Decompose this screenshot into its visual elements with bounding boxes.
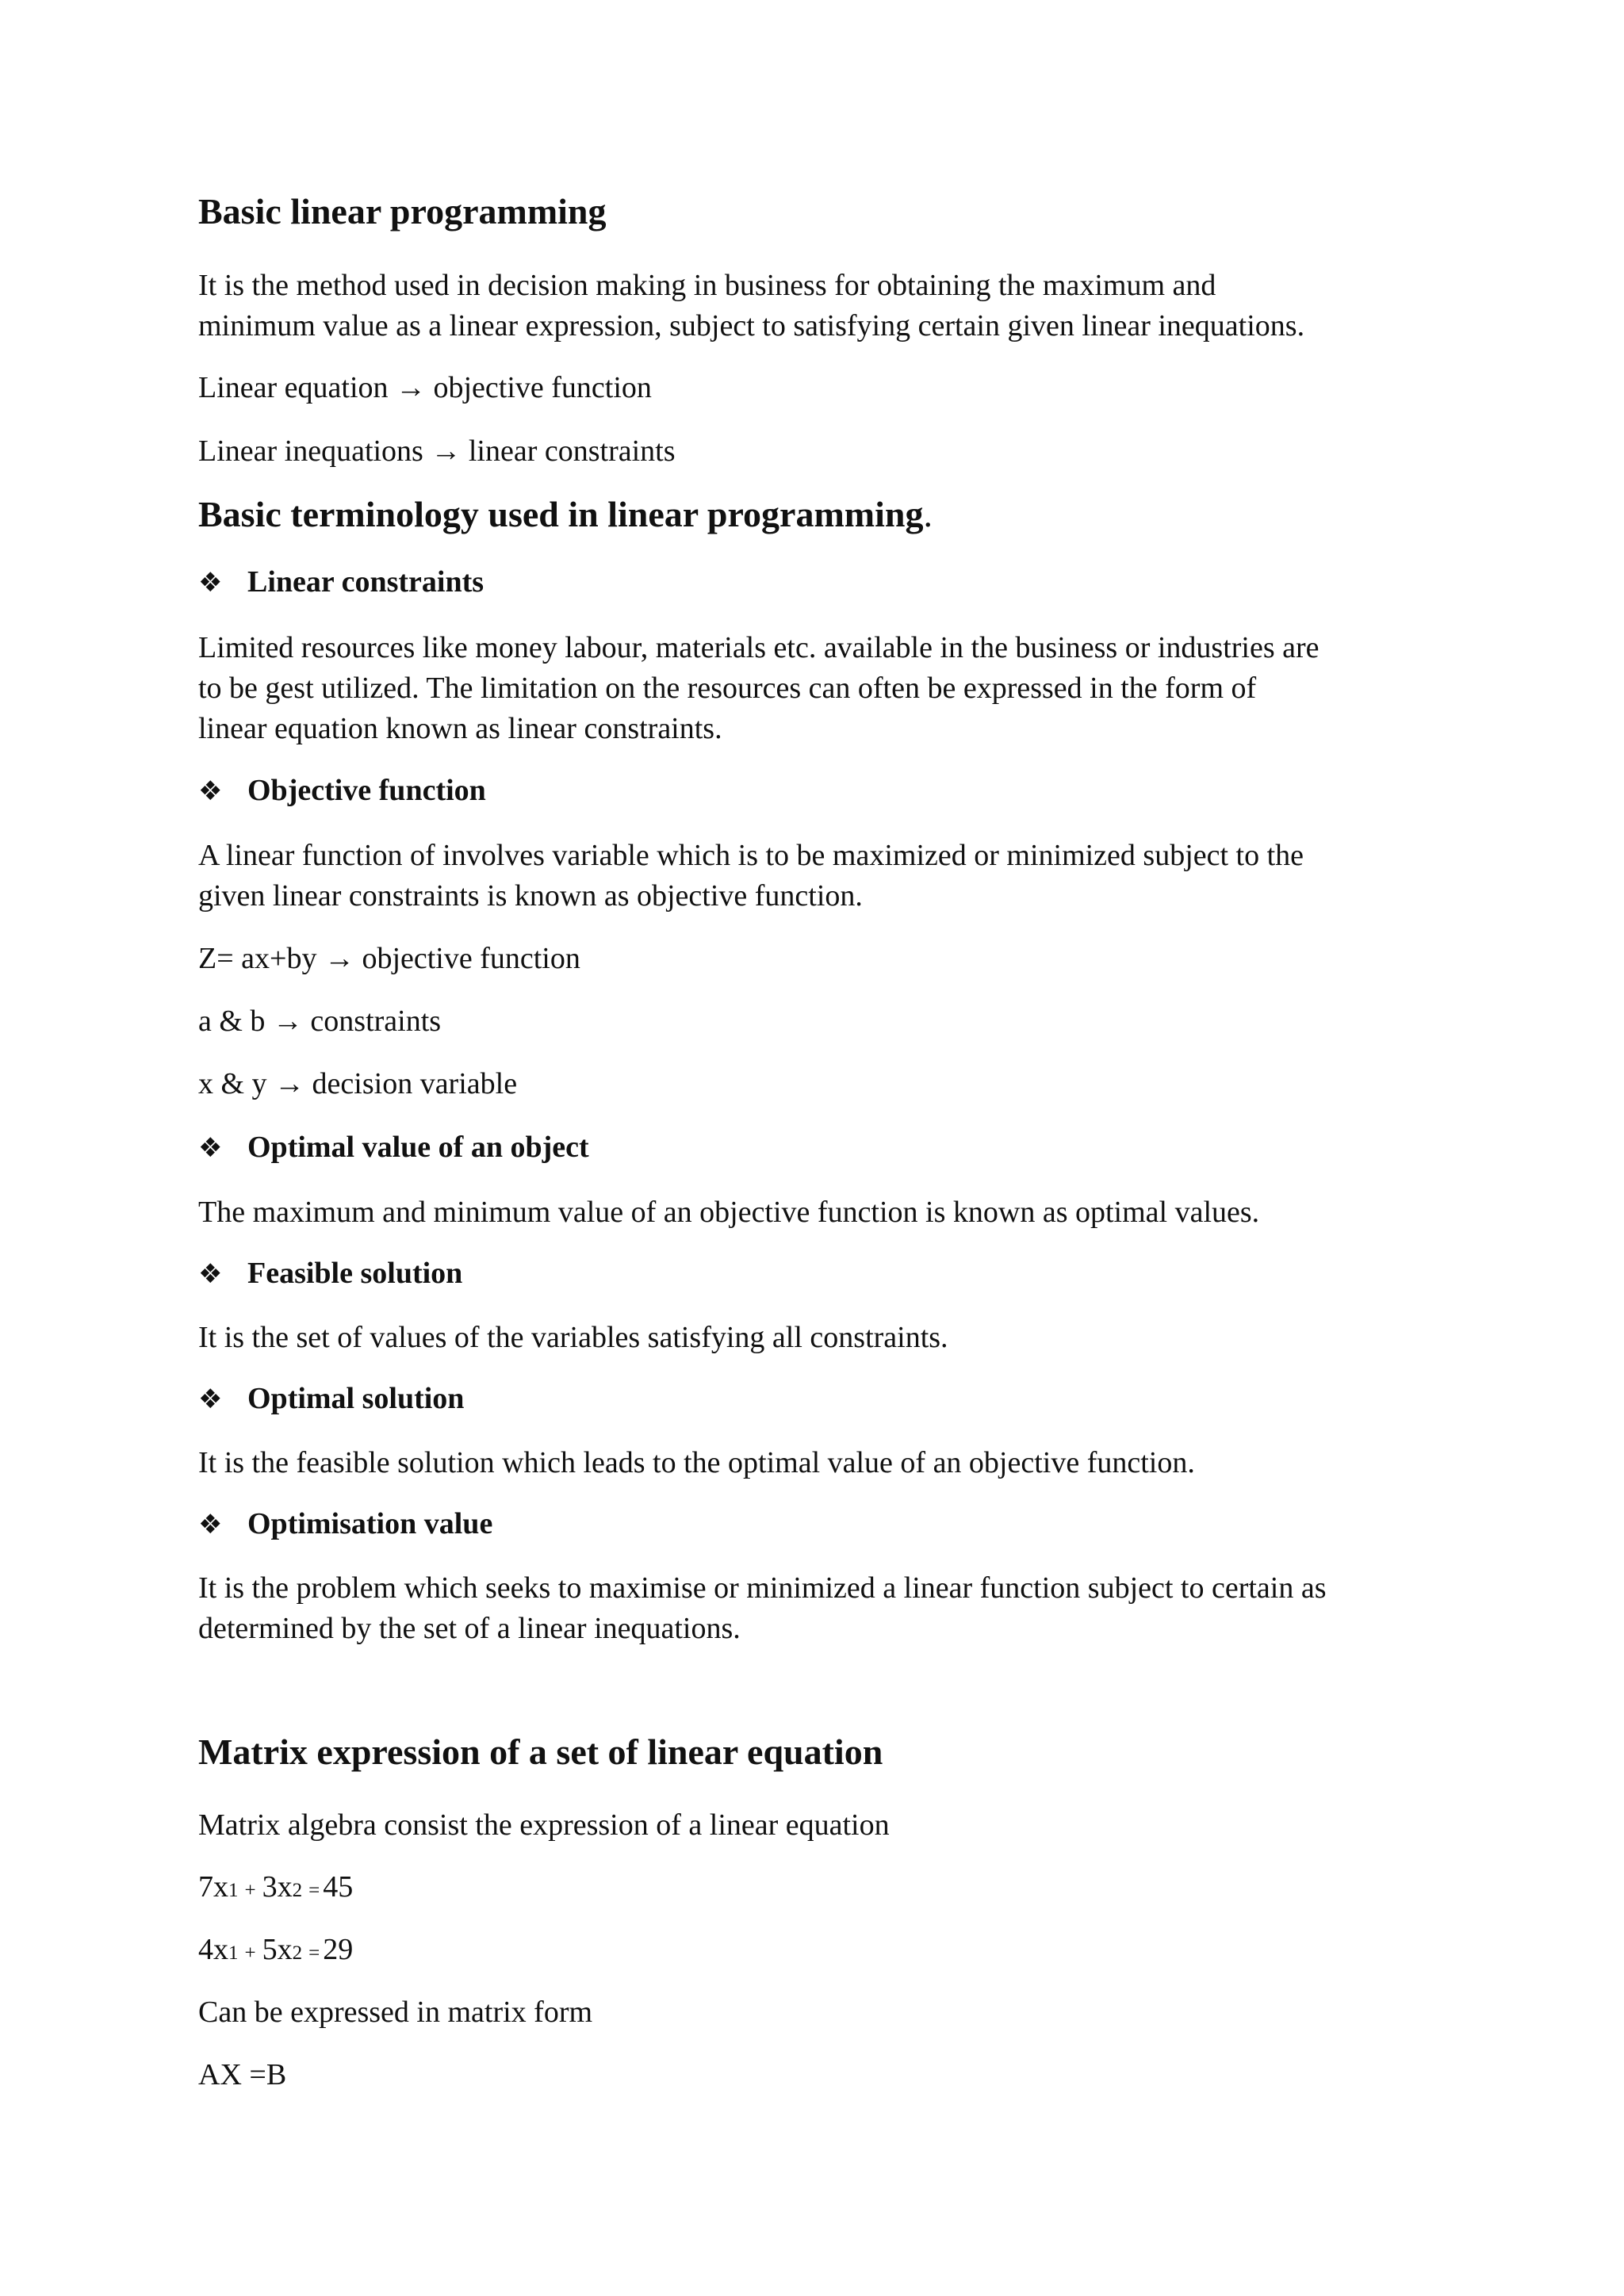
term-line: It is the feasible solution which leads to the optimal value of an objective function. [198, 1446, 1195, 1479]
term-title: Linear constraints [247, 565, 485, 599]
diamond-cross-icon: ❖ [198, 567, 223, 599]
intro-line-1: It is the method used in decision making in business for obtaining the maximum and [198, 269, 1216, 302]
term-objective-function [198, 773, 486, 808]
term-line: linear equation known as linear constraints. [198, 712, 722, 745]
mapping-objective: Linear equation → objective function [198, 371, 652, 404]
term-title: Optimal value of an object [247, 1131, 589, 1164]
term-optimal-value [198, 1130, 589, 1165]
term-title: Objective function [247, 774, 486, 807]
eq2-rhs: 29 [323, 1933, 354, 1966]
eq2-subscript-1: 1 [228, 1942, 239, 1964]
section-heading-basic-lp: Basic linear programming [198, 191, 607, 232]
note-decision-variable: x & y → decision variable [198, 1067, 518, 1100]
eq1-term1: 7x [198, 1870, 228, 1904]
term-line: The maximum and minimum value of an objective function is known as optimal values. [198, 1196, 1260, 1229]
eq1-term2: 3x [262, 1870, 293, 1904]
eq2-term2: 5x [262, 1933, 293, 1966]
matrix-form-intro: Can be expressed in matrix form [198, 1996, 593, 2029]
diamond-cross-icon: ❖ [198, 1509, 223, 1540]
note-constraints: a & b → constraints [198, 1004, 442, 1038]
term-line: to be gest utilized. The limitation on the resources can often be expressed in the form of [198, 672, 1257, 705]
matrix-intro: Matrix algebra consist the expression of a linear equation [198, 1808, 890, 1842]
equation-2 [198, 1932, 353, 1967]
term-title: Optimisation value [247, 1507, 493, 1540]
diamond-cross-icon: ❖ [198, 1258, 223, 1290]
diamond-cross-icon: ❖ [198, 1132, 223, 1164]
note-objective: Z= ax+by → objective function [198, 942, 580, 975]
eq1-plus: + [244, 1880, 256, 1901]
terminology-heading-text: Basic terminology used in linear programming [198, 494, 924, 534]
eq1-equals: = [308, 1880, 320, 1901]
term-line: It is the set of values of the variables satisfying all constraints. [198, 1321, 948, 1354]
section-heading-terminology [198, 493, 933, 535]
eq2-term1: 4x [198, 1933, 228, 1966]
term-line: determined by the set of a linear inequations. [198, 1612, 741, 1645]
term-line: given linear constraints is known as objective function. [198, 879, 863, 913]
term-line: It is the problem which seeks to maximise or minimized a linear function subject to certain as [198, 1571, 1327, 1605]
eq1-rhs: 45 [323, 1870, 354, 1904]
term-line: Limited resources like money labour, materials etc. available in the business or industries are [198, 631, 1320, 664]
section-heading-matrix: Matrix expression of a set of linear equation [198, 1732, 883, 1772]
term-optimal-solution [198, 1381, 464, 1416]
diamond-cross-icon: ❖ [198, 775, 223, 807]
term-title: Feasible solution [247, 1257, 463, 1290]
term-optimisation-value [198, 1506, 492, 1541]
term-feasible-solution [198, 1256, 462, 1291]
equation-1 [198, 1869, 353, 1904]
eq1-subscript-1: 1 [228, 1880, 239, 1901]
diamond-cross-icon: ❖ [198, 1383, 223, 1415]
term-line: A linear function of involves variable which is to be maximized or minimized subject to the [198, 839, 1304, 872]
term-linear-constraints [198, 564, 484, 599]
eq1-subscript-2: 2 [292, 1880, 303, 1901]
mapping-constraints: Linear inequations → linear constraints [198, 434, 676, 468]
matrix-form-equation: AX =B [198, 2058, 287, 2091]
term-title: Optimal solution [247, 1382, 465, 1415]
eq2-subscript-2: 2 [292, 1942, 303, 1964]
eq2-equals: = [308, 1942, 320, 1964]
eq2-plus: + [244, 1942, 256, 1964]
intro-line-2: minimum value as a linear expression, subject to satisfying certain given linear inequations. [198, 309, 1305, 342]
terminology-heading-dot: . [923, 494, 933, 534]
